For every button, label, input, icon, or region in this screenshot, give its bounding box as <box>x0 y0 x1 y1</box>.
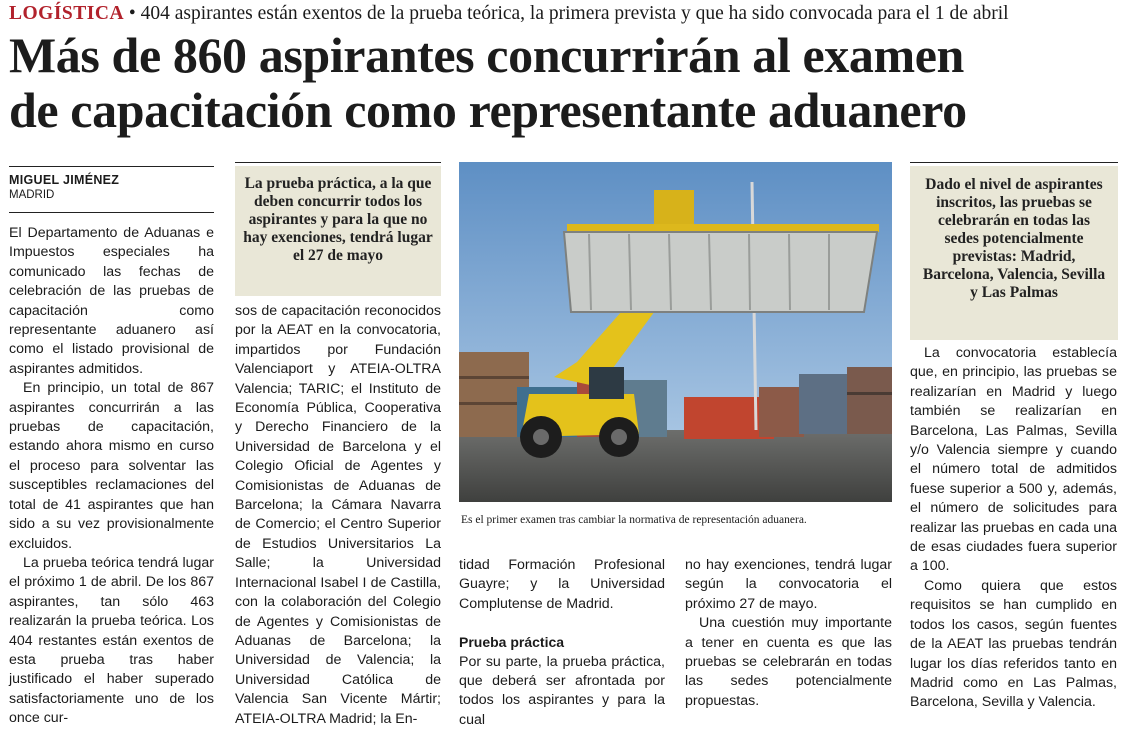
pull-quote-2: Dado el nivel de aspirantes inscritos, las pruebas se celebrarán en todas las sedes potencialmente previstas: Madrid, Barcelona, Valencia, Sevilla y Las Palmas <box>910 166 1118 340</box>
byline <box>9 172 119 203</box>
col1-paragraph-2: En principio, un total de 867 aspirantes concurrirán a las pruebas de capacitación, estando ahora mismo en curso el proceso para solventar las susceptibles reclamaciones del total de 41 aspirantes que han sido a su vez provisionalmente excluidos. <box>9 380 214 552</box>
kicker <box>9 3 1009 25</box>
byline-author: MIGUEL JIMÉNEZ <box>9 173 120 187</box>
column-3 <box>459 556 665 730</box>
subhead-prueba-practica: Prueba práctica <box>459 634 565 651</box>
kicker-bullet: • <box>128 3 136 24</box>
col5-paragraph-1: La convocatoria establecía que, en principio, las pruebas se realizarían en Madrid y luego también se realizarían en Barcelona, Las Palmas, Sevilla y/o Valencia siempre y cuando el número total de admitidos fuese superior a 500 y, además, el número de solicitudes para realizar las pruebas en cada una de esas ciudades fuera superior a 100. <box>910 345 1117 575</box>
column-5 <box>910 344 1117 713</box>
byline-bottom-rule <box>9 212 214 213</box>
col1-paragraph-1: El Departamento de Aduanas e Impuestos especiales ha comunicado las fechas de celebración de las pruebas de capacitación como representante aduanero así como el listado provisional de aspirantes admitidos. <box>9 225 214 377</box>
col2-paragraph-1: sos de capacitación reconocidos por la AEAT en la convocatoria, impartidos por Fundación Valenciaport y ATEIA-OLTRA Valencia; TARIC; el Instituto de Economía Pública, Cooperativa y Derecho Financiero de la Universidad de Barcelona y el Colegio Oficial de Agentes y Comisionistas de Aduanas de Barcelona; la Cámara Navarra de Comercio; el Centro Superior de Estudios Universitarios La Salle; la Universidad Internacional Isabel I de Castilla, con la colaboración del Colegio de Agentes y Comisionistas de Aduanas de Barcelona; la Universidad de Valencia; la Universidad Católica de Valencia San Vicente Mártir; ATEIA-OLTRA Madrid; la En- <box>235 303 441 727</box>
column-2-top-rule <box>235 162 441 163</box>
col1-paragraph-3: La prueba teórica tendrá lugar el próximo 1 de abril. De los 867 aspirantes, tan sólo 463 realizarán la prueba teórica. Los 404 restantes están exentos de esta prueba tras haber justificado el haber superado satisfactoriamente uno de los once cur- <box>9 554 214 727</box>
column-1 <box>9 224 214 729</box>
section-label: LOGÍSTICA <box>9 3 125 24</box>
column-4 <box>685 556 892 711</box>
col4-paragraph-1: no hay exenciones, tendrá lugar según la convocatoria el próximo 27 de mayo. <box>685 557 892 612</box>
pull-quote-1: La prueba práctica, a la que deben concurrir todos los aspirantes y para la que no hay exenciones, tendrá lugar el 27 de mayo <box>235 166 441 296</box>
column-2 <box>235 302 441 729</box>
headline-line-1: Más de 860 aspirantes concurrirán al examen <box>9 27 964 83</box>
col4-paragraph-2: Una cuestión muy importante a tener en cuenta es que las pruebas se celebrarán en todas las sedes potencialmente propuestas. <box>685 615 892 709</box>
column-5-top-rule <box>910 162 1118 163</box>
col3-paragraph-2: Por su parte, la prueba práctica, que deberá ser afrontada por todos los aspirantes y para la cual <box>459 653 665 728</box>
byline-city: MADRID <box>9 189 55 201</box>
port-container-photo <box>459 162 892 502</box>
photo-caption: Es el primer examen tras cambiar la normativa de representación aduanera. <box>461 514 807 526</box>
col5-paragraph-2: Como quiera que estos requisitos se han cumplido en todos los casos, según fuentes de la AEAT las pruebas tendrán lugar los días referidos tanto en Madrid como en Las Palmas, Barcelona, Sevilla y Valencia. <box>910 577 1117 711</box>
byline-top-rule <box>9 166 214 167</box>
col3-paragraph-1: tidad Formación Profesional Guayre; y la Universidad Complutense de Madrid. <box>459 557 665 612</box>
lifted-container <box>564 232 877 312</box>
headline-line-2: de capacitación como representante aduanero <box>9 82 967 138</box>
headline <box>9 28 1129 138</box>
kicker-text: 404 aspirantes están exentos de la prueba teórica, la primera prevista y que ha sido convocada para el 1 de abril <box>140 3 1009 24</box>
